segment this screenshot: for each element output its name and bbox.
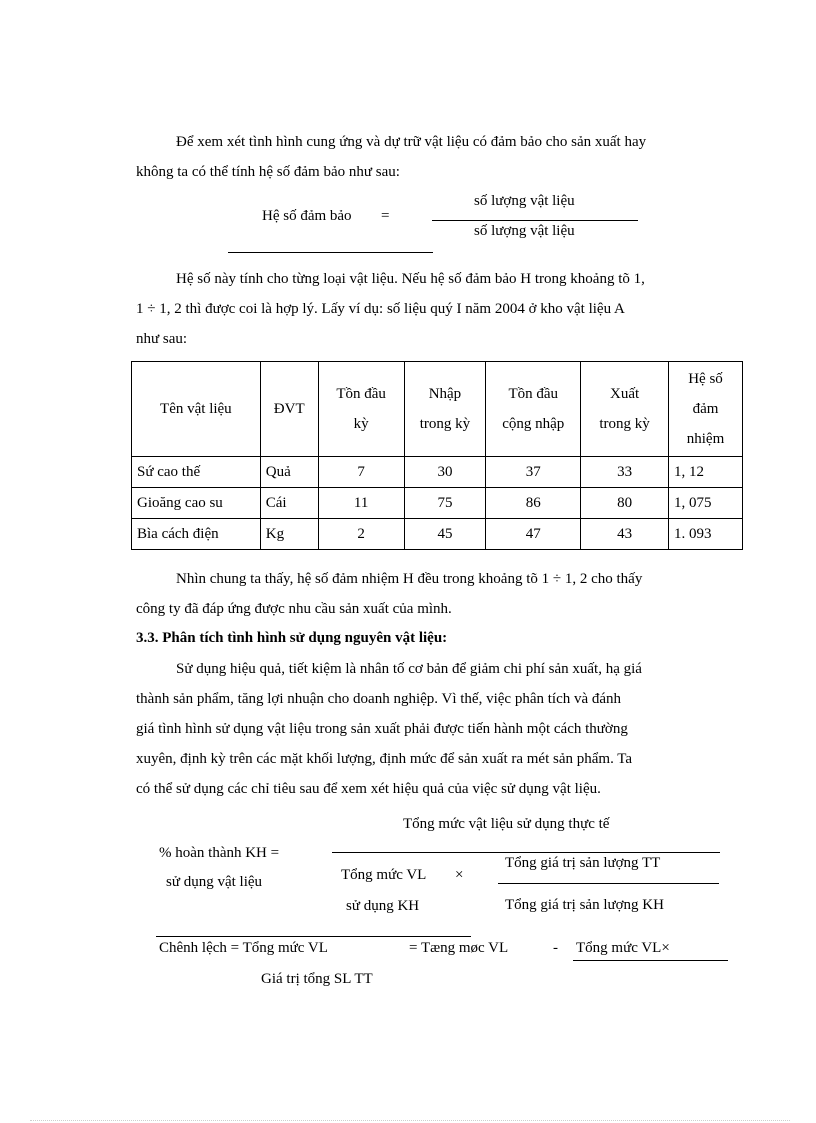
formula2-top: Tổng mức vật liệu sử dụng thực tế <box>403 816 610 832</box>
conclusion-line-1: Nhìn chung ta thấy, hệ số đảm nhiệm H đều trong khoảng tõ 1 ÷ 1, 2 cho thấy <box>176 571 643 587</box>
formula3-top-bar <box>156 936 471 937</box>
usage-line-2: thành sản phẩm, tăng lợi nhuận cho doanh nghiệp. Vì thế, việc phân tích và đánh <box>136 691 622 707</box>
formula2-main-bar <box>332 852 720 853</box>
usage-line-3: giá tình hình sử dụng vật liệu trong sản xuất phải được tiến hành một cách thường <box>136 721 628 737</box>
ratio-line-1: Hệ số này tính cho từng loại vật liệu. Nếu hệ số đảm bảo H trong khoảng tõ 1, <box>176 271 645 287</box>
formula2-lhs-line2: sử dụng vật liệu <box>166 874 263 890</box>
formula3-rhs-underline <box>573 960 728 961</box>
header-received: Nhập trong kỳ <box>404 362 486 457</box>
formula1-lhs: Hệ số đảm bảo <box>262 208 352 224</box>
usage-paragraph <box>136 654 738 804</box>
intro-line-1: Để xem xét tình hình cung ứng và dự trữ vật liệu có đảm bảo cho sản xuất hay <box>176 134 647 150</box>
intro-line-2: không ta có thể tính hệ số đảm bảo như sau: <box>136 164 400 180</box>
cell-material: Gioăng cao su <box>132 488 261 519</box>
formula2-ratio-denominator: Tổng giá trị sản lượng KH <box>505 897 664 913</box>
cell-issued: 80 <box>581 488 669 519</box>
table-row <box>132 519 743 550</box>
formula3-mid: = Tæng møc VL <box>409 940 509 956</box>
cell-ratio: 1, 075 <box>669 488 743 519</box>
header-coverage-ratio: Hệ số đảm nhiệm <box>669 362 743 457</box>
cell-received: 30 <box>404 457 486 488</box>
cell-total: 86 <box>486 488 581 519</box>
formula1-numerator: số lượng vật liệu <box>474 193 575 209</box>
formula2-times: × <box>455 867 464 883</box>
formula1-fraction-bar <box>432 220 638 221</box>
header-opening-plus-received: Tồn đầu cộng nhập <box>486 362 581 457</box>
conclusion-line-2: công ty đã đáp ứng được nhu cầu sản xuất của mình. <box>136 601 452 617</box>
materials-table <box>131 361 743 550</box>
cell-received: 45 <box>404 519 486 550</box>
ratio-line-3: như sau: <box>136 331 188 347</box>
table-header-row <box>132 362 743 457</box>
cell-total: 47 <box>486 519 581 550</box>
usage-line-1: Sử dụng hiệu quả, tiết kiệm là nhân tố cơ bản để giảm chi phí sản xuất, hạ giá <box>176 661 642 677</box>
formula1-denominator: số lượng vật liệu <box>474 223 575 239</box>
cell-ratio: 1. 093 <box>669 519 743 550</box>
header-material-name: Tên vật liệu <box>132 362 261 457</box>
formula2-ratio-bar <box>498 883 719 884</box>
cell-issued: 33 <box>581 457 669 488</box>
formula3-lhs: Chênh lệch = Tổng mức VL <box>159 940 328 956</box>
header-unit: ĐVT <box>260 362 318 457</box>
formula1-equals: = <box>381 208 390 224</box>
table-row <box>132 488 743 519</box>
formula2-plan-1: Tổng mức VL <box>341 867 427 883</box>
formula3-rhs: Tổng mức VL× <box>576 940 670 956</box>
cell-total: 37 <box>486 457 581 488</box>
cell-material: Bìa cách điện <box>132 519 261 550</box>
cell-unit: Kg <box>260 519 318 550</box>
formula2-ratio-numerator: Tổng giá trị sản lượng TT <box>505 855 661 871</box>
cell-unit: Cái <box>260 488 318 519</box>
cell-received: 75 <box>404 488 486 519</box>
header-opening-stock: Tồn đầu kỳ <box>318 362 404 457</box>
conclusion-paragraph <box>136 564 738 624</box>
formula3-minus: - <box>553 940 558 956</box>
formula2-lhs-line1: % hoàn thành KH = <box>159 845 280 861</box>
section-heading: 3.3. Phân tích tình hình sử dụng nguyên vật liệu: <box>136 630 448 646</box>
table-row <box>132 457 743 488</box>
cell-opening: 11 <box>318 488 404 519</box>
intro-paragraph <box>136 127 738 187</box>
cell-issued: 43 <box>581 519 669 550</box>
ratio-paragraph <box>136 264 738 354</box>
header-issued: Xuất trong kỳ <box>581 362 669 457</box>
ratio-line-2: 1 ÷ 1, 2 thì được coi là hợp lý. Lấy ví dụ: số liệu quý I năm 2004 ở kho vật liệu A <box>136 301 625 317</box>
cell-opening: 2 <box>318 519 404 550</box>
cell-opening: 7 <box>318 457 404 488</box>
formula3-sub: Giá trị tổng SL TT <box>261 971 373 987</box>
formula1-underline <box>228 252 433 253</box>
cell-ratio: 1, 12 <box>669 457 743 488</box>
cell-material: Sứ cao thế <box>132 457 261 488</box>
usage-line-5: có thể sử dụng các chỉ tiêu sau để xem xét hiệu quả của việc sử dụng vật liệu. <box>136 781 601 797</box>
cell-unit: Quả <box>260 457 318 488</box>
page-bottom-rule <box>30 1120 790 1121</box>
usage-line-4: xuyên, định kỳ trên các mặt khối lượng, định mức để sản xuất ra mét sản phẩm. Ta <box>136 751 633 767</box>
formula2-plan-2: sử dụng KH <box>346 898 420 914</box>
